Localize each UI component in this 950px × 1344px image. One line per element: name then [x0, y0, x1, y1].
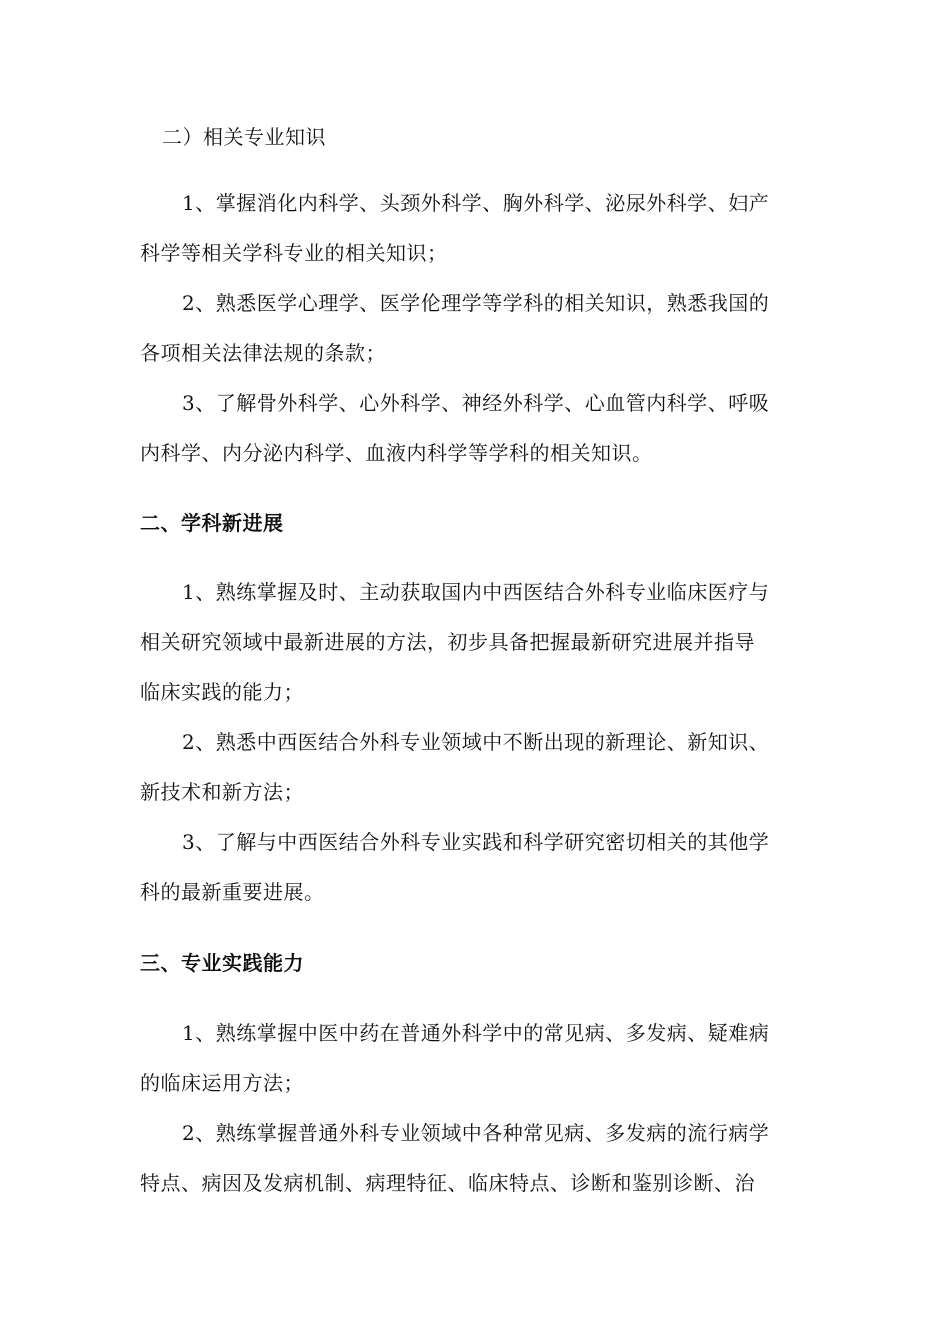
practice-ability-item-2-line-1: 2、熟练掌握普通外科专业领域中各种常见病、多发病的流行病学	[182, 1121, 770, 1145]
practice-ability-item-1-line-1: 1、熟练掌握中医中药在普通外科学中的常见病、多发病、疑难病	[182, 1021, 770, 1045]
related-knowledge-item-2-line-1: 2、熟悉医学心理学、医学伦理学等学科的相关知识，熟悉我国的	[182, 291, 770, 315]
section-heading-practice-ability: 三、专业实践能力	[140, 951, 304, 975]
related-knowledge-item-1-line-2: 科学等相关学科专业的相关知识；	[140, 241, 448, 265]
related-knowledge-item-2-line-2: 各项相关法律法规的条款；	[140, 341, 386, 365]
new-progress-item-1-line-1: 1、熟练掌握及时、主动获取国内中西医结合外科专业临床医疗与	[182, 580, 770, 604]
sub-heading-related-knowledge: 二）相关专业知识	[162, 125, 326, 149]
new-progress-item-2-line-1: 2、熟悉中西医结合外科专业领域中不断出现的新理论、新知识、	[182, 730, 770, 754]
new-progress-item-1-line-3: 临床实践的能力；	[140, 680, 304, 704]
section-heading-new-progress: 二、学科新进展	[140, 511, 284, 535]
new-progress-item-2-line-2: 新技术和新方法；	[140, 780, 304, 804]
related-knowledge-item-1-line-1: 1、掌握消化内科学、头颈外科学、胸外科学、泌尿外科学、妇产	[182, 191, 770, 215]
new-progress-item-3-line-2: 科的最新重要进展。	[140, 880, 325, 904]
new-progress-item-3-line-1: 3、了解与中西医结合外科专业实践和科学研究密切相关的其他学	[182, 830, 770, 854]
related-knowledge-item-3-line-2: 内科学、内分泌内科学、血液内科学等学科的相关知识。	[140, 441, 653, 465]
related-knowledge-item-3-line-1: 3、了解骨外科学、心外科学、神经外科学、心血管内科学、呼吸	[182, 391, 770, 415]
practice-ability-item-2-line-2: 特点、病因及发病机制、病理特征、临床特点、诊断和鉴别诊断、治	[140, 1171, 755, 1195]
practice-ability-item-1-line-2: 的临床运用方法；	[140, 1071, 304, 1095]
new-progress-item-1-line-2: 相关研究领域中最新进展的方法，初步具备把握最新研究进展并指导	[140, 630, 755, 654]
